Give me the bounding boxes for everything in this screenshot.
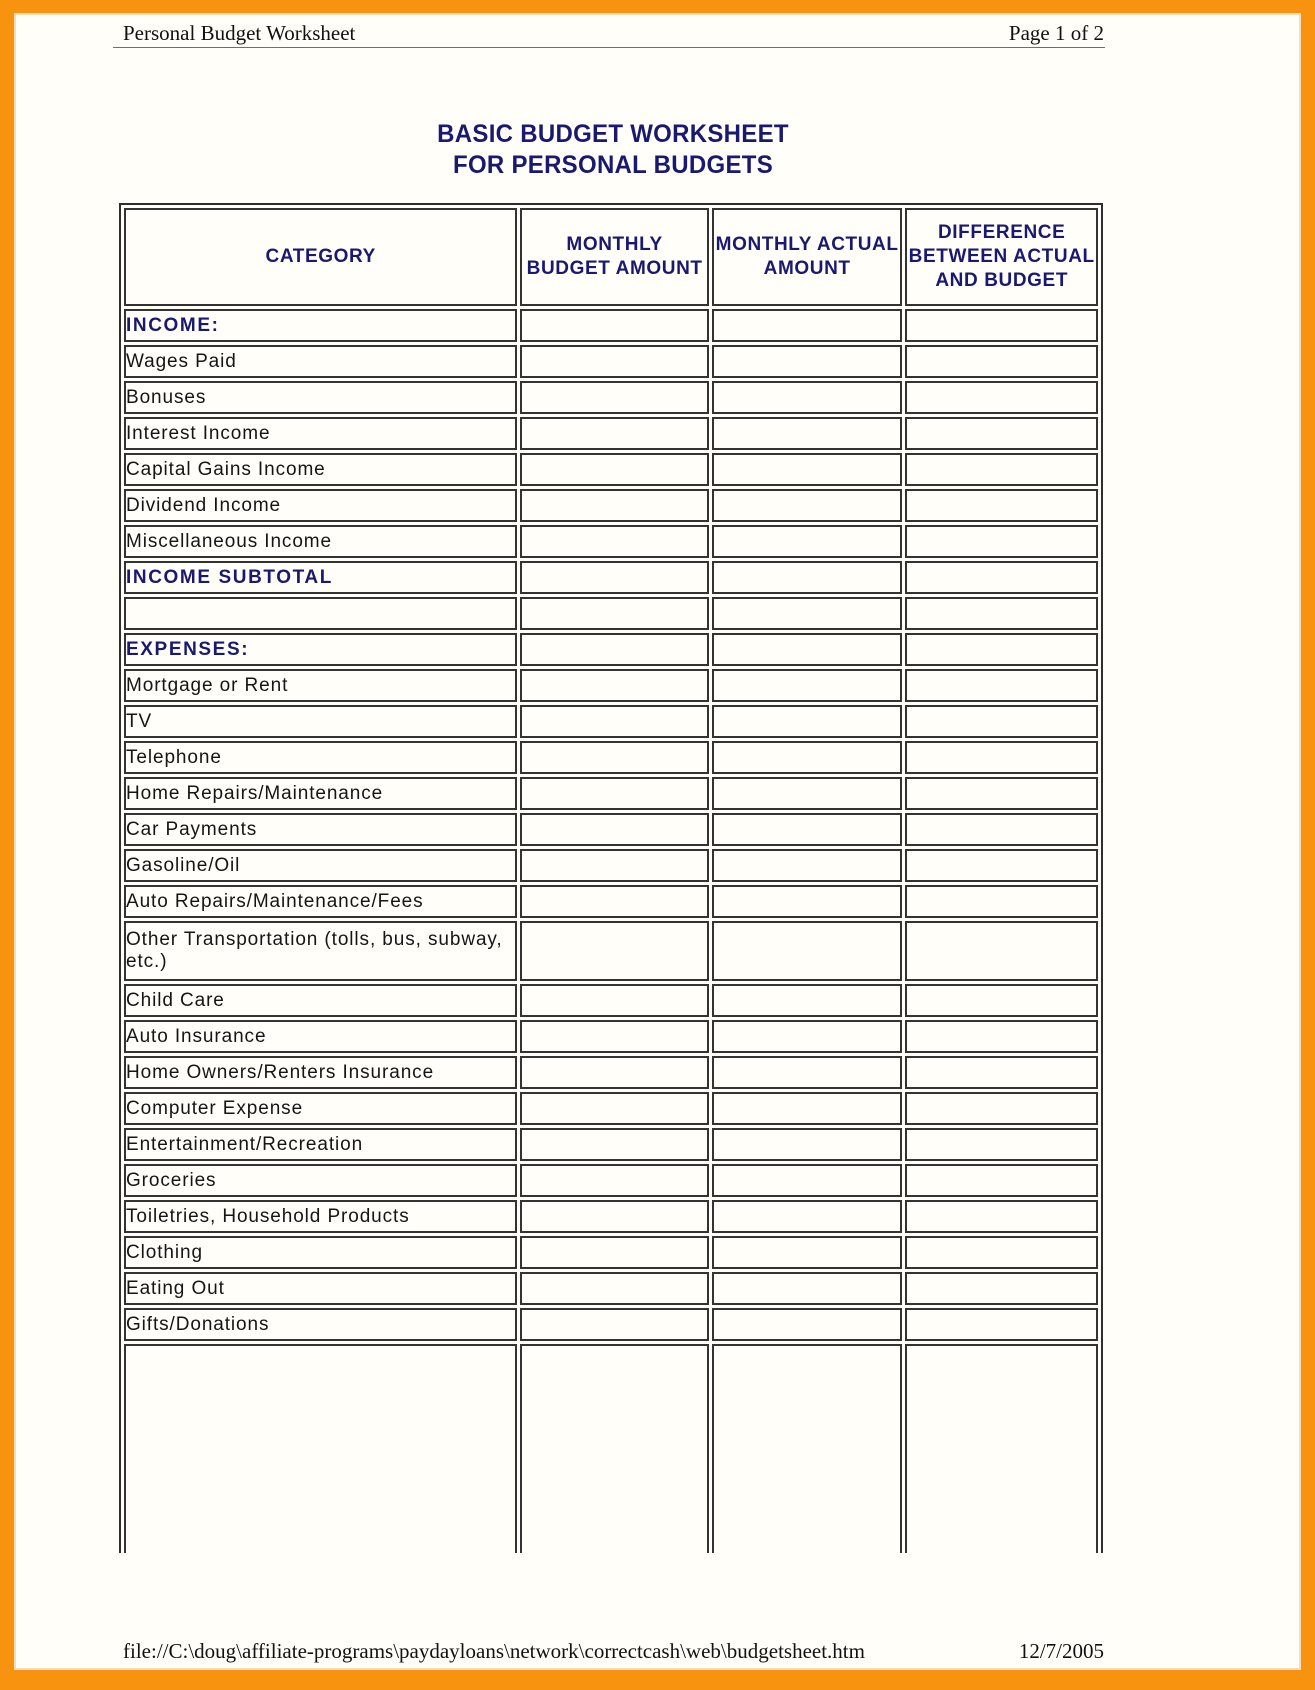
table-row: [124, 381, 1098, 414]
difference-cell: [905, 813, 1098, 846]
actual-amount-cell: [712, 1308, 903, 1341]
row-label-cell: Interest Income: [124, 417, 517, 450]
difference-cell: [905, 984, 1098, 1017]
difference-cell: [905, 705, 1098, 738]
difference-cell: [905, 885, 1098, 918]
table-row: [124, 525, 1098, 558]
actual-amount-cell: [712, 1272, 903, 1305]
actual-amount-cell: [712, 984, 903, 1017]
budget-amount-cell: [520, 1308, 708, 1341]
difference-cell: [905, 1056, 1098, 1089]
actual-amount-cell: [712, 1056, 903, 1089]
row-label-cell: Telephone: [124, 741, 517, 774]
actual-amount-cell: [712, 1236, 903, 1269]
budget-amount-cell: [520, 777, 708, 810]
budget-amount-cell: [520, 561, 708, 594]
actual-amount-cell: [712, 1164, 903, 1197]
table-row: [124, 1020, 1098, 1053]
row-label-cell: Miscellaneous Income: [124, 525, 517, 558]
budget-amount-cell: [520, 1236, 708, 1269]
difference-cell: [905, 1200, 1098, 1233]
actual-amount-cell: [712, 633, 903, 666]
row-label-cell: Mortgage or Rent: [124, 669, 517, 702]
difference-cell: [905, 309, 1098, 342]
difference-cell: [905, 849, 1098, 882]
difference-cell: [905, 633, 1098, 666]
difference-cell: [905, 1272, 1098, 1305]
difference-cell: [905, 777, 1098, 810]
budget-amount-cell: [520, 453, 708, 486]
actual-amount-cell: [712, 1092, 903, 1125]
document-title-line2: FOR PERSONAL BUDGETS: [452, 150, 774, 179]
row-label-cell: Dividend Income: [124, 489, 517, 522]
row-label-cell: Bonuses: [124, 381, 517, 414]
difference-cell: [905, 1128, 1098, 1161]
row-label-cell: Child Care: [124, 984, 517, 1017]
actual-amount-cell: [712, 1128, 903, 1161]
actual-amount-cell: [712, 921, 903, 981]
budget-amount-cell: [520, 984, 708, 1017]
row-label-cell: Toiletries, Household Products: [124, 1200, 517, 1233]
budget-amount-cell: [520, 1272, 708, 1305]
table-row: [124, 1236, 1098, 1269]
actual-amount-cell: [712, 849, 903, 882]
difference-cell: [905, 489, 1098, 522]
budget-table-container: [119, 203, 1107, 1553]
budget-amount-cell: [520, 1128, 708, 1161]
actual-amount-cell: [712, 417, 903, 450]
actual-amount-cell: [712, 561, 903, 594]
row-label-cell: EXPENSES:: [124, 633, 517, 666]
actual-amount-cell: [712, 669, 903, 702]
document-page: [14, 13, 1301, 1670]
actual-amount-cell: [712, 345, 903, 378]
difference-cell: [905, 1020, 1098, 1053]
row-label-cell: Entertainment/Recreation: [124, 1128, 517, 1161]
table-row: [124, 345, 1098, 378]
row-label-cell: Auto Repairs/Maintenance/Fees: [124, 885, 517, 918]
table-row: [124, 741, 1098, 774]
actual-amount-cell: [712, 1200, 903, 1233]
difference-cell: [905, 1092, 1098, 1125]
budget-amount-cell: [520, 417, 708, 450]
budget-amount-cell: [520, 1020, 708, 1053]
difference-cell: [905, 1164, 1098, 1197]
footer-date: 12/7/2005: [1018, 1639, 1104, 1663]
budget-amount-cell: [520, 309, 708, 342]
table-row: [124, 813, 1098, 846]
budget-amount-cell: [520, 885, 708, 918]
actual-amount-cell: [712, 381, 903, 414]
table-row: [124, 921, 1098, 981]
column-header-category: CATEGORY: [124, 208, 517, 306]
table-row: [124, 1272, 1098, 1305]
row-label-cell: Clothing: [124, 1236, 517, 1269]
table-row: [124, 777, 1098, 810]
page-number: Page 1 of 2: [1008, 21, 1104, 45]
actual-amount-cell: [712, 1344, 903, 1553]
row-label-cell: Home Repairs/Maintenance: [124, 777, 517, 810]
table-row: [124, 633, 1098, 666]
row-label-cell: Other Transportation (tolls, bus, subway, etc.): [124, 921, 517, 981]
row-label-cell: Gifts/Donations: [124, 1308, 517, 1341]
table-row: [124, 849, 1098, 882]
table-row: [124, 1200, 1098, 1233]
column-header-monthly-budget: MONTHLY BUDGET AMOUNT: [520, 208, 708, 306]
difference-cell: [905, 453, 1098, 486]
actual-amount-cell: [712, 453, 903, 486]
actual-amount-cell: [712, 777, 903, 810]
difference-cell: [905, 921, 1098, 981]
row-label-cell: Auto Insurance: [124, 1020, 517, 1053]
budget-amount-cell: [520, 1056, 708, 1089]
difference-cell: [905, 1344, 1098, 1553]
table-row: [124, 669, 1098, 702]
difference-cell: [905, 417, 1098, 450]
print-header-title: Personal Budget Worksheet: [123, 21, 356, 45]
actual-amount-cell: [712, 705, 903, 738]
budget-amount-cell: [520, 525, 708, 558]
table-row: [124, 417, 1098, 450]
actual-amount-cell: [712, 309, 903, 342]
table-row: [124, 1056, 1098, 1089]
table-row: [124, 1128, 1098, 1161]
table-row: [124, 705, 1098, 738]
actual-amount-cell: [712, 1020, 903, 1053]
actual-amount-cell: [712, 741, 903, 774]
table-row: [124, 1308, 1098, 1341]
budget-amount-cell: [520, 921, 708, 981]
actual-amount-cell: [712, 597, 903, 630]
difference-cell: [905, 741, 1098, 774]
difference-cell: [905, 669, 1098, 702]
table-row: [124, 1164, 1098, 1197]
table-row: [124, 597, 1098, 630]
row-label-cell: TV: [124, 705, 517, 738]
difference-cell: [905, 345, 1098, 378]
budget-amount-cell: [520, 849, 708, 882]
document-title: [141, 119, 1086, 180]
difference-cell: [905, 1236, 1098, 1269]
row-label-cell: Groceries: [124, 1164, 517, 1197]
row-label-cell: INCOME SUBTOTAL: [124, 561, 517, 594]
budget-amount-cell: [520, 1164, 708, 1197]
row-label-cell: INCOME:: [124, 309, 517, 342]
table-row: [124, 453, 1098, 486]
actual-amount-cell: [712, 813, 903, 846]
actual-amount-cell: [712, 885, 903, 918]
actual-amount-cell: [712, 489, 903, 522]
table-row: [124, 561, 1098, 594]
row-label-cell: Eating Out: [124, 1272, 517, 1305]
row-label-cell: Car Payments: [124, 813, 517, 846]
table-row: [124, 984, 1098, 1017]
budget-amount-cell: [520, 705, 708, 738]
header-divider: [113, 47, 1105, 48]
table-row: [124, 489, 1098, 522]
row-label-cell: Computer Expense: [124, 1092, 517, 1125]
difference-cell: [905, 525, 1098, 558]
table-row: [124, 1344, 1098, 1553]
budget-amount-cell: [520, 633, 708, 666]
column-header-monthly-actual: MONTHLY ACTUAL AMOUNT: [712, 208, 903, 306]
table-row: [124, 309, 1098, 342]
row-label-cell: Home Owners/Renters Insurance: [124, 1056, 517, 1089]
difference-cell: [905, 561, 1098, 594]
budget-amount-cell: [520, 381, 708, 414]
budget-amount-cell: [520, 1344, 708, 1553]
budget-amount-cell: [520, 345, 708, 378]
row-label-cell: [124, 597, 517, 630]
difference-cell: [905, 597, 1098, 630]
table-header-row: [124, 208, 1098, 306]
row-label-cell: Capital Gains Income: [124, 453, 517, 486]
column-header-difference: DIFFERENCE BETWEEN ACTUAL AND BUDGET: [905, 208, 1098, 306]
budget-amount-cell: [520, 1200, 708, 1233]
budget-table: [119, 203, 1103, 1553]
footer-file-path: file://C:\doug\affiliate-programs\paydayloans\network\correctcash\web\budgetsheet.htm: [123, 1639, 865, 1663]
budget-amount-cell: [520, 741, 708, 774]
budget-amount-cell: [520, 669, 708, 702]
row-label-cell: Gasoline/Oil: [124, 849, 517, 882]
row-label-cell: Wages Paid: [124, 345, 517, 378]
actual-amount-cell: [712, 525, 903, 558]
table-row: [124, 885, 1098, 918]
budget-amount-cell: [520, 597, 708, 630]
difference-cell: [905, 381, 1098, 414]
budget-amount-cell: [520, 1092, 708, 1125]
document-title-line1: BASIC BUDGET WORKSHEET: [437, 120, 789, 148]
table-row: [124, 1092, 1098, 1125]
budget-amount-cell: [520, 489, 708, 522]
row-label-cell: [124, 1344, 517, 1553]
budget-amount-cell: [520, 813, 708, 846]
difference-cell: [905, 1308, 1098, 1341]
